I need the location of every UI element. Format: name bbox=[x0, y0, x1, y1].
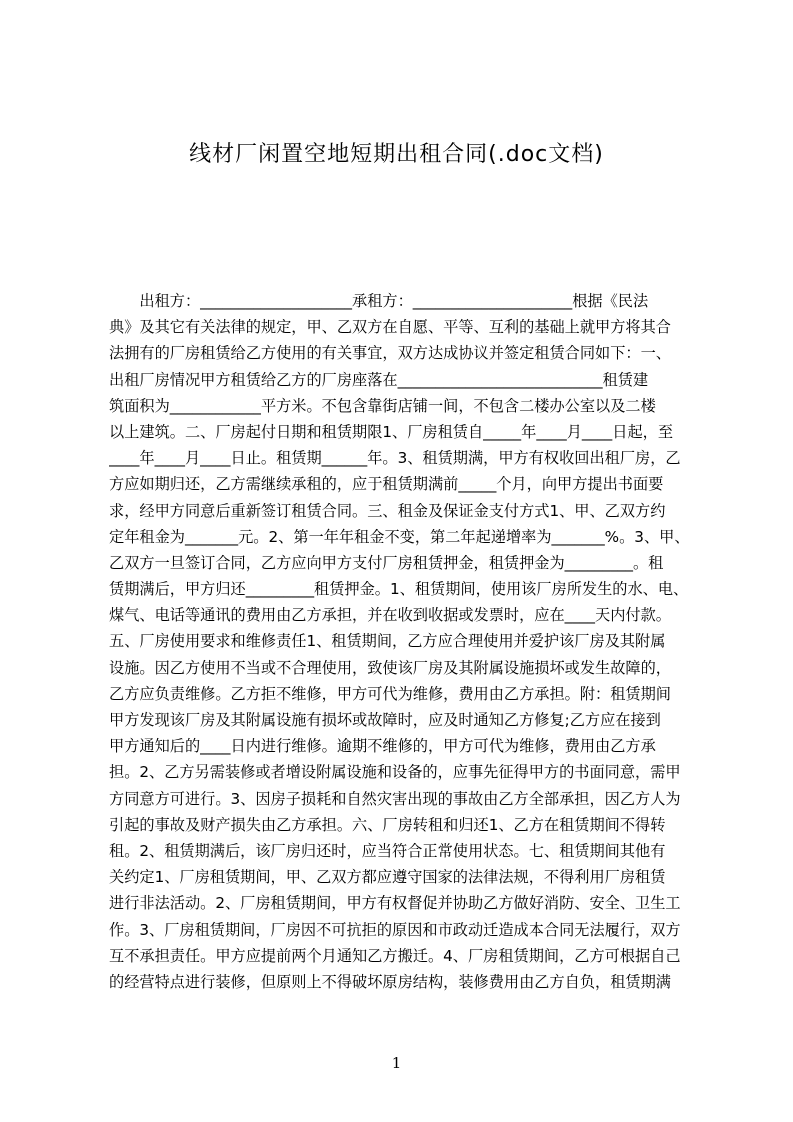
page-number: 1 bbox=[391, 1054, 402, 1072]
body-line: 煤气、电话等通讯的费用由乙方承担，并在收到收据或发票时，应在____天内付款。 bbox=[109, 606, 671, 625]
body-line: ____年____月____日止。租赁期______年。3、租赁期满，甲方有权收回出租厂房，乙 bbox=[109, 449, 681, 468]
body-line: 典》及其它有关法律的规定，甲、乙双方在自愿、平等、互利的基础上就甲方将其合 bbox=[109, 318, 671, 337]
body-line: 进行非法活动。2、厂房租赁期间，甲方有权督促并协助乙方做好消防、安全、卫生工 bbox=[109, 894, 681, 913]
body-line: 乙方应负责维修。乙方拒不维修，甲方可代为维修，费用由乙方承担。附：租赁期间 bbox=[109, 684, 671, 703]
body-line: 担。2、乙方另需装修或者增设附属设施和设备的，应事先征得甲方的书面同意，需甲 bbox=[109, 763, 681, 782]
body-line: 设施。因乙方使用不当或不合理使用，致使该厂房及其附属设施损坏或发生故障的， bbox=[109, 658, 671, 677]
body-line: 甲方通知后的____日内进行维修。逾期不维修的，甲方可代为维修，费用由乙方承 bbox=[109, 737, 656, 756]
body-line: 赁期满后，甲方归还_________租赁押金。1、租赁期间，使用该厂房所发生的水、电、 bbox=[109, 580, 689, 599]
body-line: 求，经甲方同意后重新签订租赁合同。三、租金及保证金支付方式1、甲、乙双方约 bbox=[109, 501, 666, 520]
body-line: 定年租金为_______元。2、第一年年租金不变，第二年起递增率为_______%。3、甲、 bbox=[109, 527, 690, 546]
body-line: 互不承担责任。甲方应提前两个月通知乙方搬迁。4、厂房租赁期间，乙方可根据自己 bbox=[109, 946, 681, 965]
document-body bbox=[109, 288, 699, 995]
body-line: 甲方发现该厂房及其附属设施有损坏或故障时，应及时通知乙方修复;乙方应在接到 bbox=[109, 711, 661, 729]
body-line: 出租厂房情况甲方租赁给乙方的厂房座落在___________________________租赁建 bbox=[109, 370, 649, 389]
body-line: 乙双方一旦签订合同，乙方应向甲方支付厂房租赁押金，租赁押金为_________。租 bbox=[109, 553, 664, 572]
body-line: 法拥有的厂房租赁给乙方使用的有关事宜，双方达成协议并签定租赁合同如下：一、 bbox=[109, 344, 671, 363]
body-line: 作。3、厂房租赁期间，厂房因不可抗拒的原因和市政动迁造成本合同无法履行，双方 bbox=[109, 920, 681, 939]
body-line: 出租方：____________________承租方：_____________________根据《民法 bbox=[109, 292, 649, 310]
body-line: 引起的事故及财产损失由乙方承担。六、厂房转租和归还1、乙方在租赁期间不得转 bbox=[109, 815, 666, 834]
body-line: 方应如期归还，乙方需继续承租的，应于租赁期满前_____个月，向甲方提出书面要 bbox=[109, 475, 664, 494]
document-title: 线材厂闲置空地短期出租合同(.doc文档) bbox=[189, 142, 604, 167]
body-line: 筑面积为____________平方米。不包含靠街店铺一间，不包含二楼办公室以及二楼 bbox=[109, 396, 656, 415]
body-line: 的经营特点进行装修，但原则上不得破坏原房结构，装修费用由乙方自负，租赁期满 bbox=[109, 972, 671, 991]
body-line: 关约定1、厂房租赁期间，甲、乙双方都应遵守国家的法律法规，不得利用厂房租赁 bbox=[109, 868, 666, 887]
body-line: 租。2、租赁期满后，该厂房归还时，应当符合正常使用状态。七、租赁期间其他有 bbox=[109, 841, 666, 860]
body-line: 五、厂房使用要求和维修责任1、租赁期间，乙方应合理使用并爱护该厂房及其附属 bbox=[109, 632, 666, 651]
body-line: 以上建筑。二、厂房起付日期和租赁期限1、厂房租赁自_____年____月____日起，至 bbox=[109, 422, 674, 441]
body-line: 方同意方可进行。3、因房子损耗和自然灾害出现的事故由乙方全部承担，因乙方人为 bbox=[109, 789, 681, 808]
